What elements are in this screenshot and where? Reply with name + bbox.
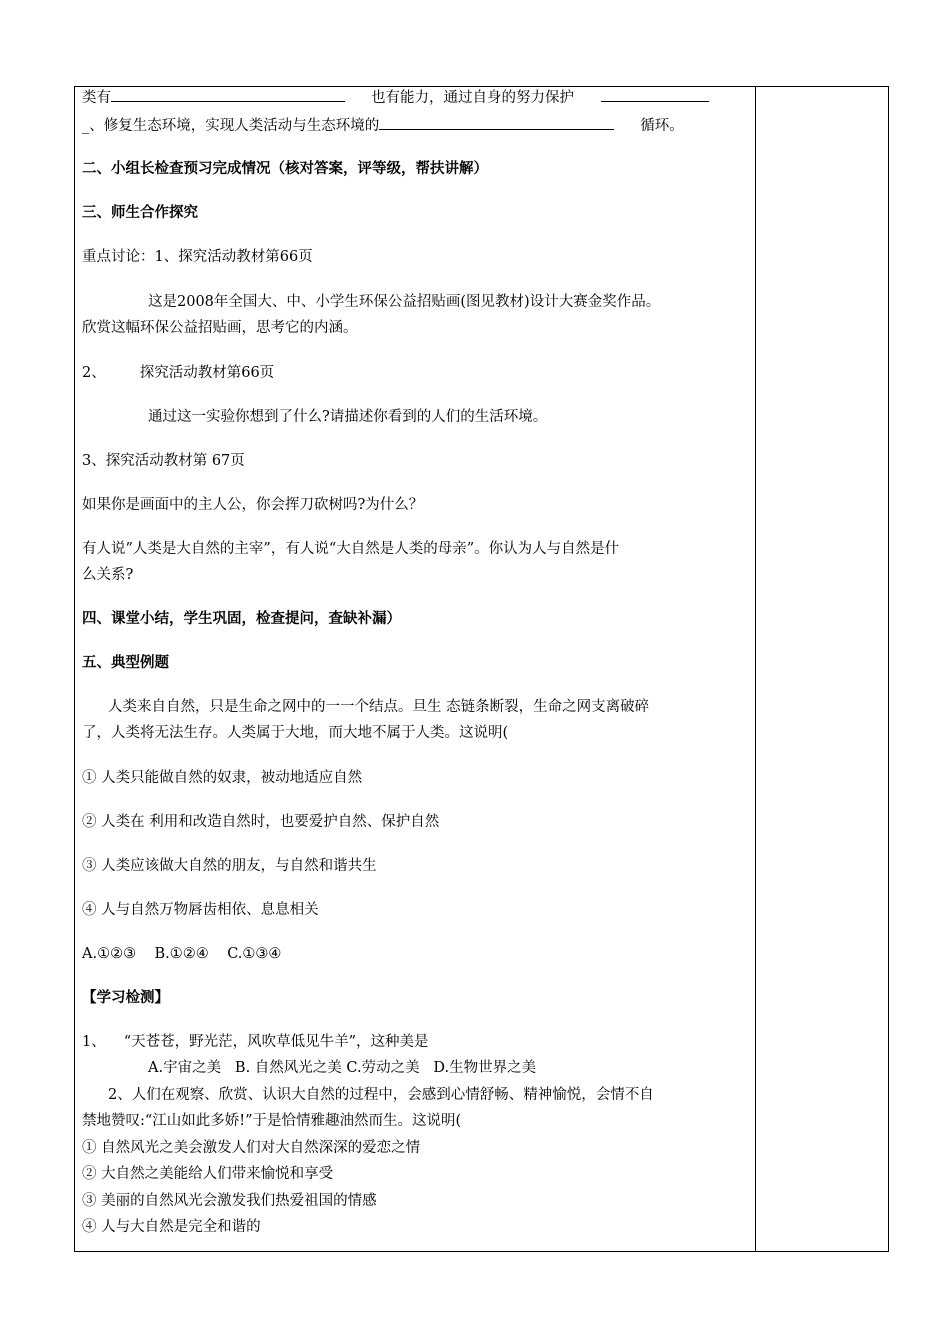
fill-blank-2[interactable] [601, 87, 709, 102]
check-question-2-line-2: 禁地赞叹:“江山如此多娇!”于是恰情雅趣油然而生。这说明( [82, 1113, 462, 1129]
item-3: 3、探究活动教材第 67页 [82, 453, 245, 469]
item-2-number: 2、 [82, 365, 106, 381]
item-2-text: 探究活动教材第66页 [139, 365, 275, 381]
paragraph-1-line-1: 这是2008年全国大、中、小学生环保公益招贴画(图见教材)设计大赛金奖作品。 [148, 294, 661, 310]
intro-line-2 [82, 115, 684, 136]
section-3-heading: 三、师生合作探究 [82, 204, 198, 221]
section-5-heading: 五、典型例题 [82, 654, 169, 671]
notes-column [756, 87, 888, 1251]
section-4-heading: 四、课堂小结，学生巩固，检查提问，查缺补漏） [82, 610, 401, 627]
example-stem-line-1: 人类来自自然，只是生命之网中的一一个结点。旦生 态链条断裂，生命之网支离破碎 [108, 699, 650, 715]
paragraph-2: 通过这一实验你想到了什么?请描述你看到的人们的生活环境。 [148, 409, 548, 425]
check-option-2: ② 大自然之美能给人们带来愉悦和享受 [82, 1166, 334, 1182]
check-question-1-choices: A.宇宙之美 B. 自然风光之美 C.劳动之美 D.生物世界之美 [148, 1060, 537, 1076]
example-option-3: ③ 人类应该做大自然的朋友，与自然和谐共生 [82, 858, 377, 874]
intro-text-1b: 也有能力，通过自身的努力保护 [371, 90, 574, 106]
intro-text-2a: _、修复生态环境，实现人类活动与生态环境的 [82, 118, 380, 134]
intro-text-1a: 类有 [82, 90, 111, 106]
question-2-line-1: 有人说”人类是大自然的主宰”，有人说“大自然是人类的母亲”。你认为人与自然是什 [82, 541, 620, 557]
check-question-2-line-1: 2、人们在观察、欣赏、认识大自然的过程中，会感到心情舒畅、精神愉悦，会情不自 [108, 1087, 654, 1103]
check-option-1: ① 自然风光之美会激发人们对大自然深深的爱恋之情 [82, 1140, 421, 1156]
fill-blank-3[interactable] [379, 115, 614, 130]
check-question-1-number: 1、 [82, 1034, 106, 1050]
worksheet-table [74, 86, 889, 1252]
example-option-1: ① 人类只能做自然的奴隶，被动地适应自然 [82, 770, 363, 786]
example-option-4: ④ 人与自然万物唇齿相依、息息相关 [82, 902, 319, 918]
example-stem-line-2: 了，人类将无法生存。人类属于大地，而大地不属于人类。这说明( [82, 725, 509, 741]
example-choices: A.①②③ B.①②④ C.①③④ [82, 946, 282, 962]
check-option-4: ④ 人与大自然是完全和谐的 [82, 1219, 261, 1235]
check-option-3: ③ 美丽的自然风光会激发我们热爱祖国的情感 [82, 1193, 377, 1209]
item-2 [82, 363, 274, 383]
focus-discussion-1: 重点讨论：1、探究活动教材第66页 [82, 249, 313, 265]
intro-text-2b: 循环。 [640, 118, 684, 134]
example-option-2: ② 人类在 利用和改造自然时，也要爱护自然、保护自然 [82, 814, 440, 830]
intro-line-1 [82, 87, 709, 108]
question-1: 如果你是画面中的主人公，你会挥刀砍树吗?为什么？ [82, 497, 424, 513]
question-2-line-2: 么关系? [82, 567, 134, 583]
paragraph-1-line-2: 欣赏这幅环保公益招贴画，思考它的内涵。 [82, 320, 358, 336]
section-2-heading: 二、小组长检查预习完成情况（核对答案，评等级，帮扶讲解） [82, 160, 488, 177]
learning-check-heading: 【学习检测】 [82, 989, 169, 1006]
fill-blank-1[interactable] [111, 87, 345, 102]
check-question-1-stem: “天苍苍，野光茫，风吹草低见牛羊”，这种美是 [123, 1034, 429, 1050]
check-question-1 [82, 1032, 429, 1052]
